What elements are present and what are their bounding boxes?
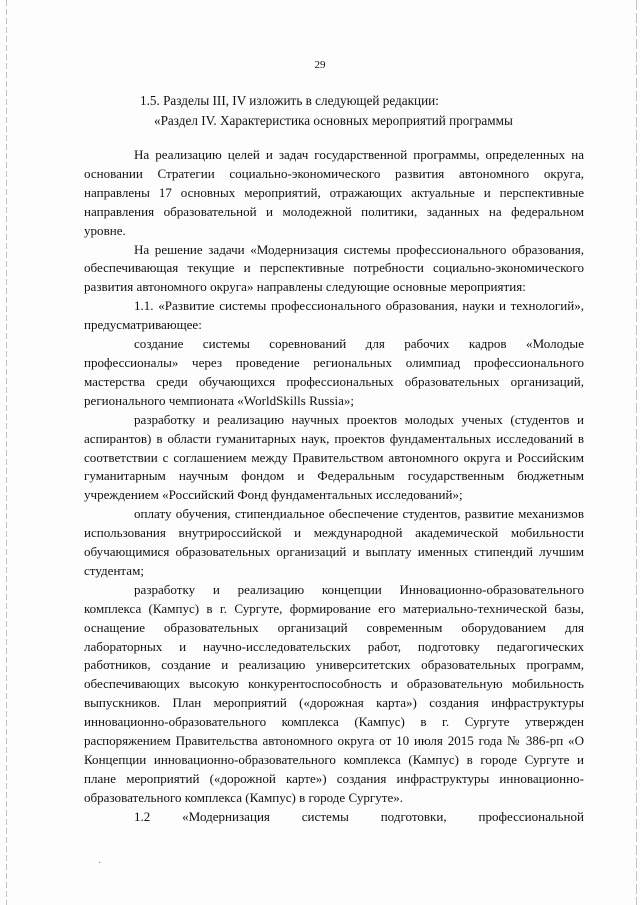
paragraph-8: 1.2 «Модернизация системы подготовки, профессиональной [134, 808, 584, 824]
paragraph-2: На решение задачи «Модернизация системы профессионального образования, обеспечивающая текущие и перспективные потребности социально-экономического развития автономного округа» направлены следующие основные мероприятия: [84, 241, 584, 295]
scan-speck: · [98, 858, 102, 869]
page-number: 29 [314, 59, 326, 71]
paragraph-6: оплату обучения, стипендиальное обеспечение студентов, развитие механизмов использования внутрироссийской и международной академической мобильности обучающимися образовательных организаций и выплату именных стипендий лучшим студентам; [84, 506, 584, 578]
paragraph-1: На реализацию целей и задач государственной программы, определенных на основании Стратегии социально-экономического развития автономного округа, направлены 17 основных мероприятий, отражающих актуальные и перспективные направления образовательной и молодежной политики, заданных на федеральном уровне. [84, 147, 584, 238]
paragraph-7: разработку и реализацию концепции Инновационно-образовательного комплекса (Кампус) в г. Сургуте, формирование его материально-технической базы, оснащение образовательных организаций современным оборудованием для лабораторных и научно-исследовательских работ, подготовку педагогических работников, создание и реализацию университетских образовательных программ, обеспечивающих высокую конкурентоспособность и образовательную мобильность выпускников. План мероприятий («дорожная карта») создания инфраструктуры инновационно-образовательного комплекса (Кампус) в г. Сургуте утвержден распоряжением Правительства автономного округа от 10 июля 2015 года № 386-рп «О Концепции инновационно-образовательного комплекса (Кампус) в городе Сургуте и плане мероприятий («дорожной карте») создания инфраструктуры инновационно-образовательного комплекса (Кампус) в городе Сургуте». [84, 581, 584, 805]
scan-edge-right [636, 0, 637, 905]
paragraph-5: разработку и реализацию научных проектов молодых ученых (студентов и аспирантов) в области гуманитарных наук, проектов фундаментальных исследований в соответствии с соглашением между Правительством автономного округа и Российским гуманитарным научным фондом и Федеральным государственным бюджетным учреждением «Российский Фонд фундаментальных исследований»; [84, 411, 584, 503]
amendment-heading: 1.5. Разделы III, IV изложить в следующей редакции: [140, 93, 439, 108]
paragraph-3: 1.1. «Развитие системы профессионального образования, науки и технологий», предусматривающее: [84, 298, 584, 333]
section-title: «Раздел IV. Характеристика основных мероприятий программы [154, 113, 513, 128]
document-body [84, 146, 584, 827]
scan-edge-left [6, 0, 7, 905]
paragraph-4: создание системы соревнований для рабочих кадров «Молодые профессионалы» через проведение региональных олимпиад профессионального мастерства среди обучающихся профессиональных образовательных организаций, регионального чемпионата «WorldSkills Russia»; [84, 336, 584, 408]
